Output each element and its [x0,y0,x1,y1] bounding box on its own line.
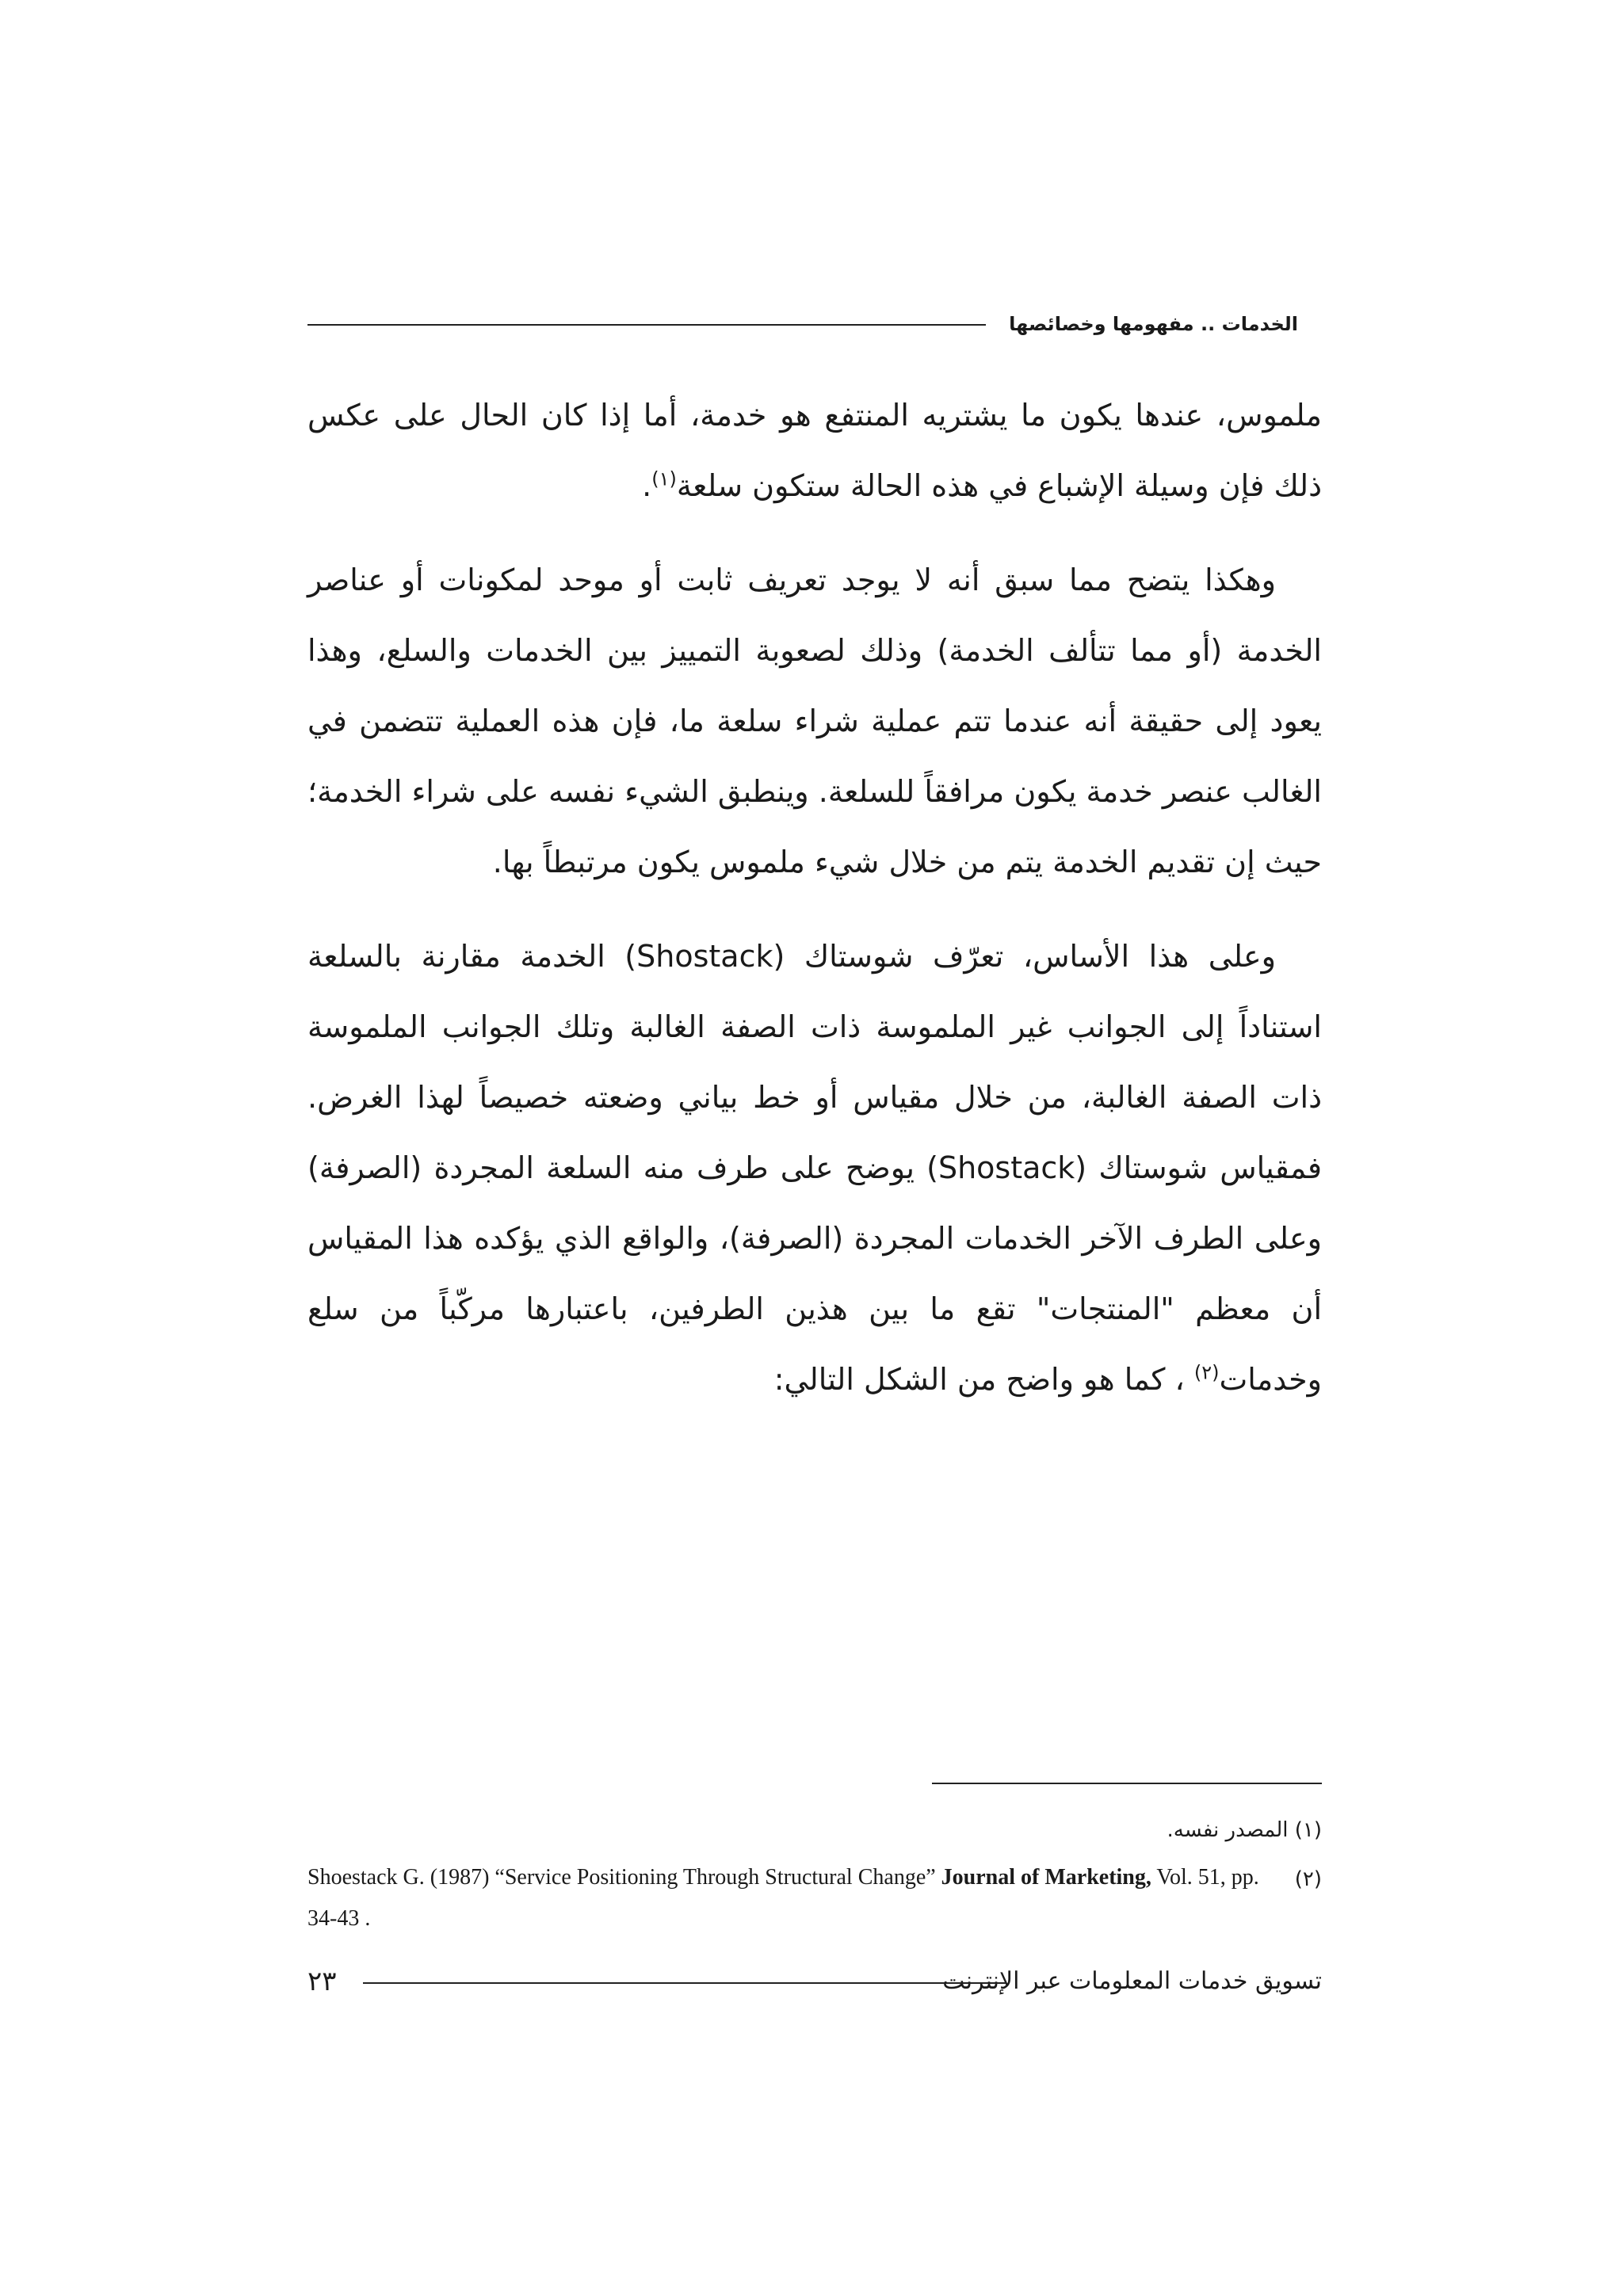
paragraph-3-part-1: وعلى هذا الأساس، تعرّف شوستاك ( [773,939,1276,974]
footnote-2-number: (٢) [1294,1867,1322,1891]
header-rule [307,324,986,326]
footnote-separator [932,1783,1322,1784]
footnote-2-text-before: Shoestack G. (1987) “Service Positioning Through Structural Change” [307,1865,941,1890]
page-number: ٢٣ [307,1966,337,1997]
footnote-ref-1: (١) [651,467,677,490]
paragraph-1-text: ملموس، عندها يكون ما يشتريه المنتفع هو خدمة، أما إذا كان الحال على عكس ذلك فإن وسيلة الإشباع في هذه الحالة ستكون سلعة [307,398,1322,503]
paragraph-3-end: ، كما هو واضح من الشكل التالي: [773,1362,1194,1397]
footnote-ref-2: (٢) [1193,1361,1220,1384]
main-text [307,380,1322,1439]
paragraph-3 [307,921,1322,1415]
book-title: تسويق خدمات المعلومات عبر الإنترنت [942,1967,1322,1995]
running-header [0,304,1623,344]
paragraph-3-part-3: ) يوضح على طرف منه السلعة المجردة (الصرفة) وعلى الطرف الآخر الخدمات المجردة (الصرفة)، والواقع الذي يؤكده هذا المقياس أن معظم "المنتجات" تقع ما بين هذين الطرفين، باعتبارها مركّباً من سلع وخدمات [307,1150,1322,1397]
footnote-2-citation [307,1857,1266,1939]
footnotes [307,1808,1322,1939]
paragraph-1-end: . [642,468,652,503]
paragraph-1 [307,380,1322,521]
paragraph-2-text: وهكذا يتضح مما سبق أنه لا يوجد تعريف ثابت أو موحد لمكونات أو عناصر الخدمة (أو مما تتألف الخدمة) وذلك لصعوبة التمييز بين الخدمات والسلع، وهذا يعود إلى حقيقة أنه عندما تتم عملية شراء سلعة ما، فإن هذه العملية تتضمن في الغالب عنصر خدمة يكون مرافقاً للسلعة. وينطبق الشيء نفسه على شراء الخدمة؛ حيث إن تقديم الخدمة يتم من خلال شيء ملموس يكون مرتبطاً بها. [307,563,1322,879]
shostack-name-2: Shostack [938,1150,1075,1185]
shostack-name-1: Shostack [636,939,773,974]
footer-rule [363,1982,1006,1984]
running-header-title: الخدمات .. مفهومها وخصائصها [1009,313,1298,335]
paragraph-2 [307,545,1322,898]
page-footer [307,1962,1322,2001]
footnote-2 [307,1857,1322,1939]
footnote-1: (١) المصدر نفسه. [1167,1818,1322,1842]
footnote-2-text-after: Vol. 51, pp. 34-43 . [307,1865,1259,1931]
footnote-2-journal: Journal of Marketing, [941,1865,1151,1890]
paragraph-3-part-2: ) الخدمة مقارنة بالسلعة استناداً إلى الجوانب غير الملموسة ذات الصفة الغالبة وتلك الجوانب الملموسة ذات الصفة الغالبة، من خلال مقياس أو خط بياني وضعته خصيصاً لهذا الغرض. فمقياس شوستاك ( [307,939,1322,1185]
